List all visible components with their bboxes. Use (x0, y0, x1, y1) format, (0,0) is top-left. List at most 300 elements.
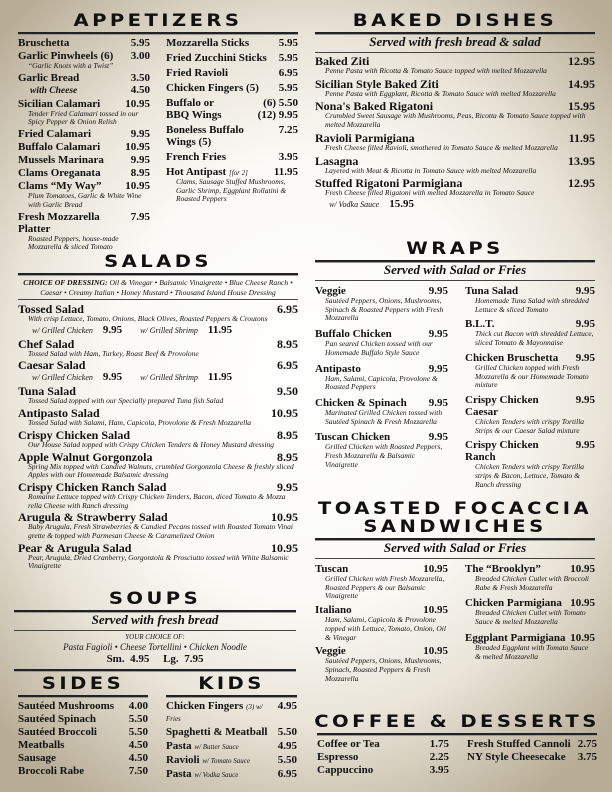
menu-item-name: The “Brooklyn” (465, 563, 541, 575)
menu-item (18, 98, 150, 127)
menu-item-row (317, 738, 449, 750)
appetizers-section (18, 11, 298, 252)
menu-item-name: Apple Walnut Gorgonzola (18, 449, 153, 464)
menu-item-title (166, 52, 267, 64)
menu-item-name: Spaghetti & Meatball (166, 726, 268, 738)
menu-item-title (315, 155, 358, 167)
menu-item-name: Italiano (315, 604, 352, 617)
menu-item (18, 154, 150, 166)
menu-item (465, 563, 595, 592)
coffee-section (314, 712, 600, 776)
menu-item-price: 1.75 (429, 738, 449, 750)
menu-item-description: Chicken Tenders with crispy Tortilla strips & Bacon, Lettuce, Tomato & Ranch dressing (475, 462, 585, 489)
menu-item (315, 563, 448, 601)
soups-heading: SOUPS (108, 589, 202, 609)
menu-item-price: 7.50 (128, 765, 148, 777)
menu-item-name: Crispy Chicken Salad (18, 427, 131, 442)
menu-item-row (18, 141, 150, 153)
menu-item-price: 8.95 (277, 336, 298, 351)
menu-item-price: 5.50 (128, 713, 148, 725)
divider (14, 669, 296, 671)
menu-item-row (166, 52, 298, 64)
menu-item-title (18, 765, 84, 777)
menu-item-title (18, 451, 152, 463)
menu-item (166, 166, 298, 204)
menu-item-description: With crisp Lettuce, Tomato, Onions, Black Olives, Roasted Peppers & Croutons (28, 314, 268, 323)
focaccia-heading-line2: SANDWICHES (363, 517, 547, 537)
menu-item-price: 5.95 (278, 82, 298, 94)
menu-item (315, 431, 448, 469)
menu-item-name: Crispy Chicken Ranch Salad (18, 479, 167, 494)
menu-item-price: 4.50 (128, 752, 148, 764)
menu-item-row (18, 338, 298, 350)
menu-item (18, 167, 150, 179)
menu-item-price: 5.95 (278, 37, 298, 49)
divider (166, 695, 297, 697)
menu-item (317, 738, 449, 750)
menu-item-name: Sautéed Spinach (18, 713, 96, 725)
menu-item-row (166, 700, 297, 724)
menu-item (315, 363, 448, 392)
menu-item-row (18, 700, 148, 712)
menu-item-name: Ravioli (166, 754, 200, 766)
menu-item-name: Tuna Salad (465, 285, 519, 297)
menu-item-row (18, 154, 150, 166)
menu-item-row (315, 363, 448, 375)
menu-item-name: Meatballs (18, 739, 65, 751)
menu-item-description: Sautéed Peppers, Onions, Mushrooms, Spinach & Roasted Peppers with Fresh Mozzarella (325, 296, 444, 323)
menu-item-row (166, 82, 298, 94)
appetizers-heading: APPETIZERS (73, 11, 243, 31)
menu-item-price: (12) 9.95 (257, 109, 298, 121)
menu-item-description: Ham, Salami, Capicola & Provolone topped with Lettuce, Tomato, Onion, Oil & Vinegar (325, 615, 446, 642)
focaccia-subtitle: Served with Salad or Fries (383, 540, 527, 555)
menu-item-note: w/ Butter Sauce (194, 743, 239, 751)
menu-item-name: Fried Ravioli (166, 67, 229, 79)
divider (18, 695, 148, 697)
menu-item (317, 751, 449, 763)
baked-heading: BAKED DISHES (352, 11, 558, 31)
menu-item-description: Sautéed Peppers, Onions, Mushrooms, Spinach, Roasted Peppers & Fresh Mozzarella (325, 656, 442, 683)
menu-item (18, 752, 148, 764)
menu-item-description: Tender Fried Calamari tossed in our Spicy Pepper & Onion Relish (28, 108, 139, 127)
menu-item-name: Mussels Marinara (18, 154, 104, 167)
menu-item-name: Chef Salad (18, 336, 75, 351)
menu-item-title (465, 439, 572, 463)
menu-item (315, 285, 448, 323)
menu-item (18, 511, 298, 540)
divider (317, 733, 597, 735)
menu-item-row (18, 37, 150, 49)
menu-item-price: 11.95 (568, 130, 595, 145)
menu-item-price: 10.95 (271, 510, 298, 525)
wraps-subtitle: Served with Salad or Fries (383, 262, 527, 277)
menu-item-description: Tossed Salad topped with our Specially prepared Tuna fish Salad (28, 396, 224, 406)
menu-item-title (317, 764, 373, 776)
menu-item-price: 9.95 (575, 351, 595, 364)
menu-item (18, 726, 148, 738)
menu-item-price: 9.95 (428, 362, 448, 375)
wraps-left-list (315, 285, 448, 474)
menu-item-name: Garlic Pinwheels (6) (18, 50, 114, 62)
menu-item (18, 359, 298, 384)
menu-item-name: Ravioli Parmigiana (315, 130, 415, 145)
divider (315, 558, 595, 559)
menu-item (315, 604, 448, 642)
menu-item-row (18, 84, 150, 97)
menu-item-price: 11.95 (273, 166, 298, 178)
menu-item-name: Fried Calamari (18, 128, 92, 141)
menu-item-description: Marinated Grilled Chicken tossed with Sautéed Spinach & Fresh Mozzarella (325, 407, 443, 426)
menu-item-row (166, 768, 297, 780)
menu-item (315, 132, 595, 153)
menu-item-options (18, 371, 298, 384)
menu-item (166, 82, 298, 94)
menu-item-price: 3.95 (278, 151, 298, 163)
menu-item-description: Chicken Tenders with crispy Tortilla Strips & our Caesar Salad mixture (475, 416, 585, 435)
menu-item-description: Baby Arugula, Fresh Strawberries & Candied Pecans tossed with Roasted Tomato Vinai grette & topped with Parmesan Cheese & Caramelized Onion (28, 522, 293, 541)
menu-item-price: 5.50 (277, 754, 297, 766)
menu-item-options (315, 198, 595, 211)
menu-item-title (166, 726, 267, 738)
dressing-list: Oil & Vinegar • Balsamic Vinaigrette • Blue Cheese Ranch • Caesar • Creamy Italian • Honey Mustard • Thousand Island House Dressing (40, 278, 293, 297)
coffee-left-list (317, 738, 449, 777)
menu-item-name: Buffalo or (166, 97, 214, 109)
menu-item-title (18, 72, 79, 84)
menu-item-row (166, 37, 298, 49)
menu-item-row (18, 128, 150, 140)
menu-item-price: 3.75 (577, 751, 597, 763)
menu-item-price: 10.95 (271, 406, 298, 421)
menu-item-description: “Garlic Knots with a Twist” (28, 61, 114, 70)
menu-item (315, 328, 448, 357)
menu-item (166, 768, 297, 780)
soup-prices (14, 653, 296, 666)
option-label: w/ Vodka Sauce (329, 199, 380, 209)
menu-item-name: NY Style Cheesecake (467, 751, 566, 763)
menu-item-title (166, 97, 214, 109)
menu-item-description: Homemade Tuna Salad with shredded Lettuce & sliced Tomato (475, 296, 589, 314)
menu-item-price: 4.95 (277, 700, 297, 712)
menu-item-title (315, 363, 361, 375)
menu-item-row (315, 132, 595, 144)
menu-item-row (166, 124, 298, 148)
menu-item-name: Chicken Fingers (166, 700, 244, 712)
menu-item-name: Tuscan Chicken (315, 431, 391, 444)
menu-item-name: Espresso (317, 751, 359, 763)
divider (14, 630, 296, 631)
menu-item-name: BBQ Wings (166, 109, 222, 121)
menu-item-title (18, 739, 64, 751)
soups-section (14, 590, 296, 671)
menu-item-description: Tossed Salad with Ham, Turkey, Roast Beef & Provolone (28, 348, 199, 358)
menu-item (465, 439, 595, 489)
menu-item-price: 15.95 (568, 99, 595, 114)
menu-item-title (166, 754, 250, 766)
menu-item-name: Fresh Stuffed Cannoli (467, 738, 571, 750)
option-price: 11.95 (207, 371, 233, 384)
menu-item-description: Breaded Chicken Cutlet with Tomato Sauce & melted Mozzarella (475, 608, 586, 627)
menu-item (315, 55, 595, 76)
menu-item-name: Veggie (315, 285, 346, 297)
kids-heading: KIDS (198, 674, 265, 694)
menu-item (166, 754, 297, 766)
menu-item-title (166, 124, 251, 148)
menu-item-name: Buffalo Calamari (18, 141, 101, 154)
menu-item-description: Pan seared Chicken tossed with our Homemade Buffalo Style Sauce (325, 339, 433, 357)
menu-item-name: Arugula & Strawberry Salad (18, 510, 168, 525)
menu-item-note: w/ Vodka Sauce (194, 771, 239, 779)
large-label: Lg. (163, 653, 179, 665)
menu-item-description: Spring Mix topped with Candied Walnuts, crumbled Gorgonzola Cheese & freshly sliced Apples with our Homemade Balsamic dressing (28, 461, 294, 480)
menu-item-row (18, 765, 148, 777)
menu-item-price: 10.95 (125, 180, 150, 193)
menu-item-price: 9.95 (428, 431, 448, 444)
menu-item-title (18, 154, 104, 166)
focaccia-section (315, 499, 595, 683)
menu-item-description: Clams, Sausage Stuffed Mushrooms, Garlic Shrimp, Eggplant Rollatini & Roasted Peppers (176, 177, 287, 204)
menu-item (315, 397, 448, 426)
menu-item-description: Fresh Cheese filled Ravioli, smothered in Tomato Sauce & melted Mozzarella (325, 142, 558, 152)
menu-item-title (166, 151, 226, 163)
menu-item (465, 632, 595, 661)
menu-item-row (465, 352, 595, 364)
menu-item-price: 7.25 (278, 124, 298, 136)
menu-item-description: Grilled Chicken topped with Fresh Mozzarella & our Homemade Tomato mixture (475, 362, 589, 390)
menu-item-price: 7.95 (130, 210, 150, 223)
menu-item-title (18, 359, 85, 371)
menu-item-title (18, 141, 100, 153)
menu-item-row (317, 751, 449, 763)
large-price: 7.95 (184, 653, 204, 665)
menu-item-row (18, 72, 150, 84)
menu-item-name: Nona's Baked Rigatoni (315, 99, 434, 114)
menu-item-price: 10.95 (423, 563, 448, 575)
menu-item-description: Plum Tomatoes, Garlic & White Wine with Garlic Bread (28, 191, 142, 209)
menu-item-description: Tossed Salad with Salami, Ham, Capicola, Provolone & Fresh Mozzarella (28, 418, 252, 428)
menu-item (18, 128, 150, 140)
baked-subtitle: Served with fresh bread & salad (369, 34, 541, 49)
menu-item-title (166, 740, 239, 752)
salads-section (18, 253, 298, 572)
menu-item (166, 67, 298, 79)
menu-item-title (18, 752, 56, 764)
menu-item-price: 6.95 (277, 768, 297, 780)
sides-section (18, 675, 148, 778)
menu-item (166, 726, 297, 738)
menu-item-description: Layered with Meat & Ricotta in Tomato Sauce with melted Mozzarella (325, 165, 537, 175)
menu-item-price: 10.95 (423, 645, 448, 658)
menu-item (18, 407, 298, 428)
menu-item (465, 394, 595, 435)
menu-item-price: 13.95 (568, 153, 595, 168)
menu-item-description: Crumbled Sweet Sausage with Mushrooms, Peas, Ricotta & Tomato Sauce topped with melted Mozzarella (325, 111, 586, 130)
menu-item-name: B.L.T. (465, 318, 495, 331)
menu-item (467, 751, 597, 763)
menu-item-description: Ham, Salami, Capicola, Provolone & Roasted Peppers (325, 373, 438, 392)
menu-item-title (166, 700, 274, 724)
baked-list (315, 55, 595, 211)
menu-item-description: Penne Pasta with Eggplant, Ricotta & Tomato Sauce with melted Mozzarella (325, 88, 556, 98)
menu-item-name: Stuffed Rigatoni Parmigiana (315, 176, 463, 191)
menu-item-price: 9.95 (575, 393, 595, 406)
menu-item-title (465, 632, 566, 644)
menu-item-price: 3.50 (130, 71, 150, 84)
menu-item-name: with Cheese (30, 85, 78, 96)
sides-heading: SIDES (41, 674, 125, 694)
menu-item-description: Breaded Eggplant with Tomato Sauce & melted Mozzarella (475, 642, 589, 661)
menu-item-name: Cappuccino (317, 764, 374, 776)
menu-item (315, 100, 595, 129)
menu-item-price: 9.50 (277, 384, 298, 399)
menu-item-price: 4.00 (128, 700, 148, 712)
wraps-right-list (465, 285, 595, 493)
menu-item-title (166, 109, 222, 121)
option-price: 9.95 (102, 323, 123, 336)
soups-subtitle: Served with fresh bread (91, 612, 219, 627)
menu-item-title (317, 738, 380, 750)
focaccia-left-list (315, 563, 448, 686)
menu-item (315, 177, 595, 211)
menu-item-row (315, 78, 595, 90)
menu-item-title (465, 352, 558, 364)
dressing-label: CHOICE OF DRESSING: (23, 278, 108, 287)
menu-item (166, 700, 297, 724)
divider (315, 52, 595, 53)
menu-item-title (18, 37, 69, 49)
baked-section (315, 12, 595, 213)
menu-item-price: 10.95 (570, 631, 595, 644)
menu-item-price: 9.95 (575, 285, 595, 297)
option-price: 9.95 (102, 371, 123, 384)
menu-item-name: Sicilian Calamari (18, 97, 101, 110)
menu-item (18, 72, 150, 84)
menu-item-title (467, 751, 566, 763)
menu-item-price: 5.50 (128, 726, 148, 738)
menu-item-price: (6) 5.50 (263, 97, 298, 109)
menu-item-name: Sausage (18, 752, 56, 764)
menu-item-row (166, 67, 298, 79)
menu-item-name: Hot Antipast (166, 166, 227, 178)
menu-item-price: 10.95 (570, 597, 595, 610)
menu-item-description: Fresh Cheese filled Rigatoni with melted Mozzarella in Tomato Sauce (325, 188, 535, 198)
menu-item-name: Caesar Salad (18, 358, 86, 373)
menu-item-row (18, 359, 298, 371)
menu-item (18, 37, 150, 49)
menu-item-row (465, 632, 595, 644)
menu-item-title (465, 394, 572, 418)
menu-item-price: 5.95 (130, 37, 150, 49)
small-price: 4.95 (130, 653, 150, 665)
coffee-heading: COFFEE & DESSERTS (314, 712, 600, 732)
menu-item-description: Penne Pasta with Ricotta & Tomato Sauce topped with melted Mozzarella (325, 66, 547, 75)
menu-item-price: 9.95 (428, 396, 448, 409)
menu-item-title (18, 429, 130, 441)
menu-item-name: Boneless Buffalo Wings (5) (166, 124, 244, 148)
menu-item (18, 739, 148, 751)
menu-item (166, 109, 298, 121)
menu-item (166, 37, 298, 49)
menu-item-name: Chicken Fingers (5) (166, 82, 259, 94)
menu-item-row (465, 439, 595, 463)
menu-item-name: Pasta (166, 768, 192, 780)
menu-item-price: 12.95 (568, 54, 595, 68)
soup-choice-label: YOUR CHOICE OF: (125, 633, 185, 641)
divider (315, 280, 595, 281)
menu-item-name: Sautéed Broccoli (18, 726, 97, 738)
option-label: w/ Grilled Shrimp (140, 325, 198, 335)
menu-item-price: 6.95 (277, 358, 298, 373)
menu-item-note: (3) w/ Fries (166, 703, 263, 723)
menu-item-title (166, 37, 249, 49)
menu-item-name: Chicken & Spinach (315, 396, 407, 409)
menu-item-row (465, 394, 595, 418)
menu-item (18, 542, 298, 571)
menu-item-name: Tossed Salad (18, 302, 84, 316)
menu-item-name: Fresh Mozzarella Platter (18, 210, 100, 235)
menu-item (166, 52, 298, 64)
menu-item-title (18, 98, 100, 110)
menu-item-price: 10.95 (125, 141, 150, 154)
menu-item-name: Sicilian Style Baked Ziti (315, 76, 439, 91)
menu-item-row (18, 752, 148, 764)
menu-item-name: Tuna Salad (18, 384, 76, 399)
menu-item-price: 10.95 (125, 97, 150, 110)
menu-item-title (18, 726, 97, 738)
menu-item-name: Chicken Bruschetta (465, 351, 559, 364)
menu-item (18, 141, 150, 153)
menu-item (18, 700, 148, 712)
menu-item-name: Lasagna (315, 153, 359, 168)
menu-item-name: Buffalo Chicken (315, 328, 392, 341)
salads-heading: SALADS (104, 252, 212, 272)
menu-item-price: 9.95 (428, 328, 448, 341)
menu-item-price: 10.95 (271, 540, 298, 555)
menu-item-row (166, 754, 297, 766)
menu-item-price: 12.95 (568, 176, 595, 191)
menu-item-name: Antipasto Salad (18, 406, 100, 421)
menu-item (315, 645, 448, 683)
menu-item-description: Grilled Chicken with Roasted Peppers, Fresh Mozzarella & Balsamic Vinaigrette (325, 442, 443, 469)
menu-item-description: Breaded Chicken Cutlet with Broccoli Rabe & Fresh Mozzarella (475, 574, 590, 592)
menu-item (18, 429, 298, 450)
menu-item-row (166, 726, 297, 738)
menu-item-row (166, 740, 297, 752)
menu-item-name: Chicken Parmigiana (465, 597, 562, 610)
menu-item (18, 303, 298, 337)
menu-item-title (18, 713, 96, 725)
menu-item-title (18, 700, 114, 712)
appetizers-right-list (166, 37, 298, 207)
option-label: w/ Grilled Chicken (32, 325, 93, 335)
focaccia-right-list (465, 563, 595, 666)
menu-item-title (18, 338, 74, 350)
menu-item-price: 6.95 (278, 67, 298, 79)
menu-item-name: French Fries (166, 151, 226, 163)
menu-item-description: Thick cut Bacon with shredded Lettuce, sliced Tomato & Mayonnaise (475, 329, 594, 348)
menu-item-title (317, 751, 358, 763)
wraps-heading: WRAPS (406, 239, 504, 259)
menu-item-name: Clams “My Way” (18, 180, 102, 193)
menu-item (166, 740, 297, 752)
menu-item-title (166, 82, 259, 94)
menu-item-row (467, 751, 597, 763)
menu-item (465, 352, 595, 390)
appetizers-left-list (18, 37, 150, 253)
menu-item-description: Romaine Lettuce topped with Crispy Chicken Tenders, Bacon, diced Tomato & Mozza rella Cheese with Ranch dressing (28, 491, 286, 510)
menu-item-name: Mozzarella Sticks (166, 37, 250, 49)
menu-item-note: [for 2] (228, 169, 248, 177)
